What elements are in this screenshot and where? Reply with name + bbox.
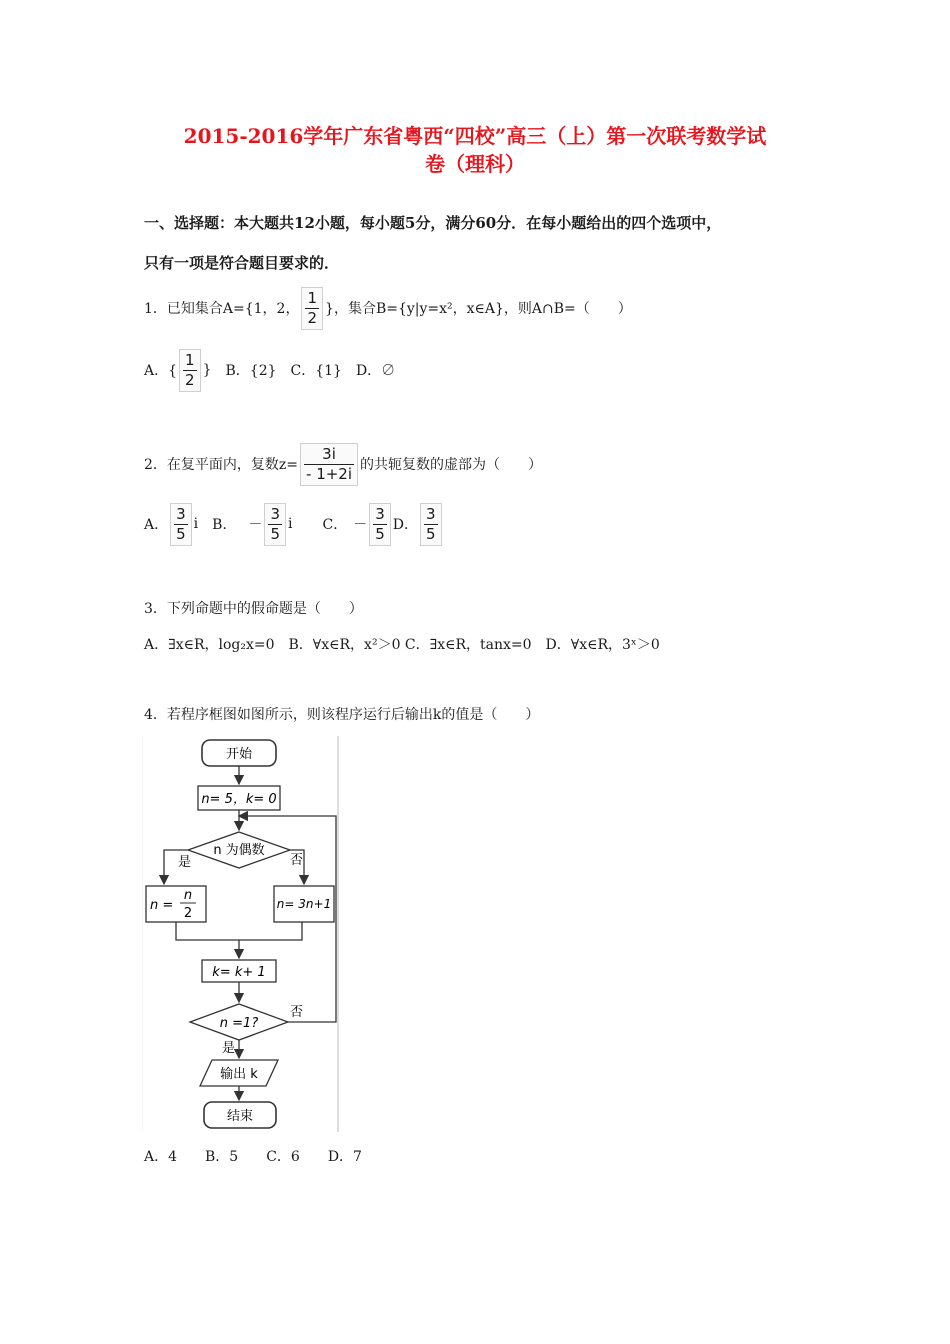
q2-options: [144, 502, 444, 546]
q2-opt-d-label: D．: [392, 517, 418, 533]
flow-even-lhs: n =: [150, 898, 174, 913]
q2-opt-d-fraction: [420, 503, 442, 546]
flow-cond1-text: n 为偶数: [213, 843, 265, 858]
q2-opt-b-tail: i: [288, 516, 293, 532]
flow-even-den: 2: [183, 906, 193, 921]
section-heading-line-2: 只有一项是符合题目要求的．: [144, 254, 340, 272]
q1-stem-pre: 1．已知集合A={1，2，: [144, 301, 300, 317]
q2-optb-num: 3: [270, 504, 280, 523]
q2-opt-b-sign: －: [248, 517, 263, 533]
q2-opt-b-label: B．: [212, 517, 237, 533]
q4-options: A．4 B．5 C．6 D．7: [144, 1149, 362, 1165]
q3-options: A．∃x∈R，log₂x=0 B．∀x∈R，x²＞0 C．∃x∈R，tanx=0 D．∀x∈R，3ˣ＞0: [144, 637, 660, 653]
q2-opta-num: 3: [176, 504, 186, 523]
flow-no2-label: 否: [290, 1005, 304, 1020]
q2-opt-a-label: A．: [144, 517, 169, 533]
flowchart: [142, 736, 340, 1132]
q2-opt-a-tail: i: [193, 516, 199, 532]
flow-incr-text: k= k+ 1: [212, 965, 266, 980]
q1-option-a-pre: A．{: [144, 363, 178, 379]
q2-optd-num: 3: [425, 504, 436, 523]
q2-opt-b-fraction: [264, 503, 286, 546]
q2-optc-num: 3: [375, 504, 385, 523]
title-line-1: 2015-2016学年广东省粤西“四校”高三（上）第一次联考数学试: [183, 124, 767, 148]
q1-option-a-post: }: [202, 362, 212, 378]
flow-output-text: 输出 k: [220, 1067, 258, 1082]
q1-options: [144, 350, 395, 390]
q1-option-a-fraction: [179, 349, 201, 392]
q1-options-bcd: B．{2} C．{1} D．∅: [225, 363, 396, 379]
title-line-2: 卷（理科）: [425, 152, 525, 176]
flow-cond2-text: n =1?: [219, 1016, 259, 1031]
q2-opta-den: 5: [176, 524, 186, 543]
q1-opta-num: 1: [185, 350, 195, 369]
q1-frac-den: 2: [307, 308, 318, 327]
q1-opta-den: 2: [185, 370, 195, 389]
flow-even-num: n: [183, 888, 193, 903]
flow-odd-text: n= 3n+1: [276, 897, 332, 911]
flow-start-text: 开始: [225, 747, 253, 762]
flow-end-text: 结束: [226, 1109, 254, 1124]
q2-optd-den: 5: [425, 524, 436, 543]
flow-no-label: 否: [290, 853, 304, 868]
question-4: 4．若程序框图如图所示，则该程序运行后输出k的值是（ ）: [144, 707, 540, 723]
q2-optc-den: 5: [375, 524, 385, 543]
q2-frac-num: 3i: [322, 444, 336, 463]
flow-init-text: n= 5，k= 0: [201, 792, 277, 807]
q2-opt-a-fraction: [170, 503, 192, 546]
q1-stem-post: }，集合B={y|y=x²，x∈A}，则A∩B=（ ）: [325, 301, 632, 317]
q1-frac-num: 1: [307, 288, 318, 307]
q2-opt-c-label: C．: [322, 517, 348, 533]
section-heading-line-1: 一、选择题：本大题共12小题，每小题5分，满分60分．在每小题给出的四个选项中，: [144, 214, 722, 232]
q2-stem-post: 的共轭复数的虚部为（ ）: [360, 457, 543, 473]
question-3: 3．下列命题中的假命题是（ ）: [144, 601, 363, 617]
q2-frac-den: - 1+2i: [306, 464, 353, 483]
flow-yes2-label: 是: [222, 1041, 236, 1056]
q2-opt-c-fraction: [369, 503, 391, 546]
q1-fraction: [301, 287, 323, 330]
flow-merge-line: [176, 922, 302, 940]
question-2: [144, 442, 542, 486]
q2-opt-c-sign: －: [353, 517, 368, 533]
q2-stem-pre: 2．在复平面内，复数z=: [144, 457, 299, 473]
question-1: [144, 288, 632, 328]
q2-fraction: [300, 443, 358, 486]
page-title: [120, 122, 830, 178]
flow-yes-label: 是: [178, 855, 192, 870]
q2-optb-den: 5: [270, 524, 280, 543]
